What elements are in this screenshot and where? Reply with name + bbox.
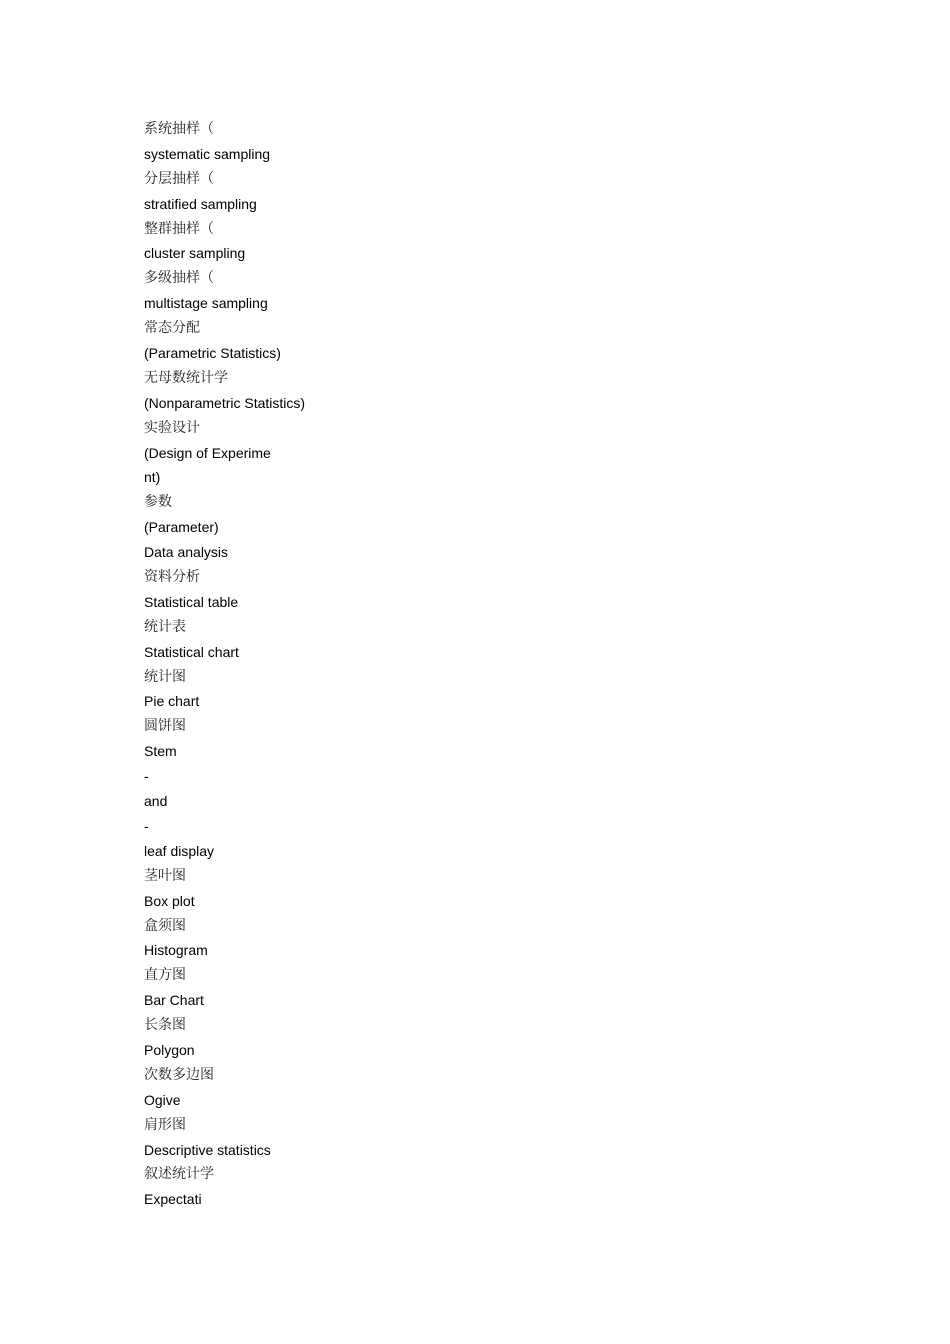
text-line: 直方图 <box>144 967 186 984</box>
text-line: 常态分配 <box>144 320 200 337</box>
text-line: Descriptive statistics <box>144 1141 271 1158</box>
text-line: 分层抽样（ <box>144 170 214 187</box>
text-line: 整群抽样（ <box>144 220 214 237</box>
text-line: 茎叶图 <box>144 867 186 884</box>
text-line: (Parametric Statistics) <box>144 345 281 362</box>
text-line: Polygon <box>144 1041 195 1058</box>
text-line: - <box>144 768 149 785</box>
text-line: (Parameter) <box>144 519 219 536</box>
text-line: 资料分析 <box>144 569 200 586</box>
text-line: 多级抽样（ <box>144 270 214 287</box>
text-line: Statistical chart <box>144 643 239 660</box>
text-line: 无母数统计学 <box>144 369 228 386</box>
text-line: 统计图 <box>144 668 186 685</box>
text-line: Pie chart <box>144 693 200 710</box>
text-line: cluster sampling <box>144 245 246 262</box>
text-line: 叙述统计学 <box>144 1166 214 1183</box>
text-line: stratified sampling <box>144 195 257 212</box>
text-line: Expectati <box>144 1191 202 1208</box>
text-line: Bar Chart <box>144 992 204 1009</box>
text-line: Stem <box>144 743 177 760</box>
text-line: 盒须图 <box>144 917 186 934</box>
text-line: (Design of Experime <box>144 444 271 461</box>
text-line: 次数多边图 <box>144 1066 214 1083</box>
text-line: (Nonparametric Statistics) <box>144 394 306 411</box>
text-line: 长条图 <box>144 1017 186 1034</box>
text-line: systematic sampling <box>144 145 271 162</box>
text-line: nt) <box>144 469 161 486</box>
text-line: Histogram <box>144 942 208 959</box>
text-line: Box plot <box>144 892 195 909</box>
text-line: 系统抽样（ <box>144 121 214 137</box>
text-line: - <box>144 817 149 834</box>
text-line: 圆饼图 <box>144 718 186 735</box>
text-line: 实验设计 <box>144 419 200 436</box>
text-line: Ogive <box>144 1091 181 1108</box>
text-line: 肩形图 <box>144 1116 186 1133</box>
text-line: Statistical table <box>144 593 239 610</box>
text-line: leaf display <box>144 842 215 859</box>
text-line: Data analysis <box>144 544 229 561</box>
text-line: 参数 <box>144 494 172 511</box>
text-line: multistage sampling <box>144 295 268 312</box>
text-line: and <box>144 793 168 810</box>
text-lines <box>144 117 305 1212</box>
text-line: 统计表 <box>144 618 186 635</box>
